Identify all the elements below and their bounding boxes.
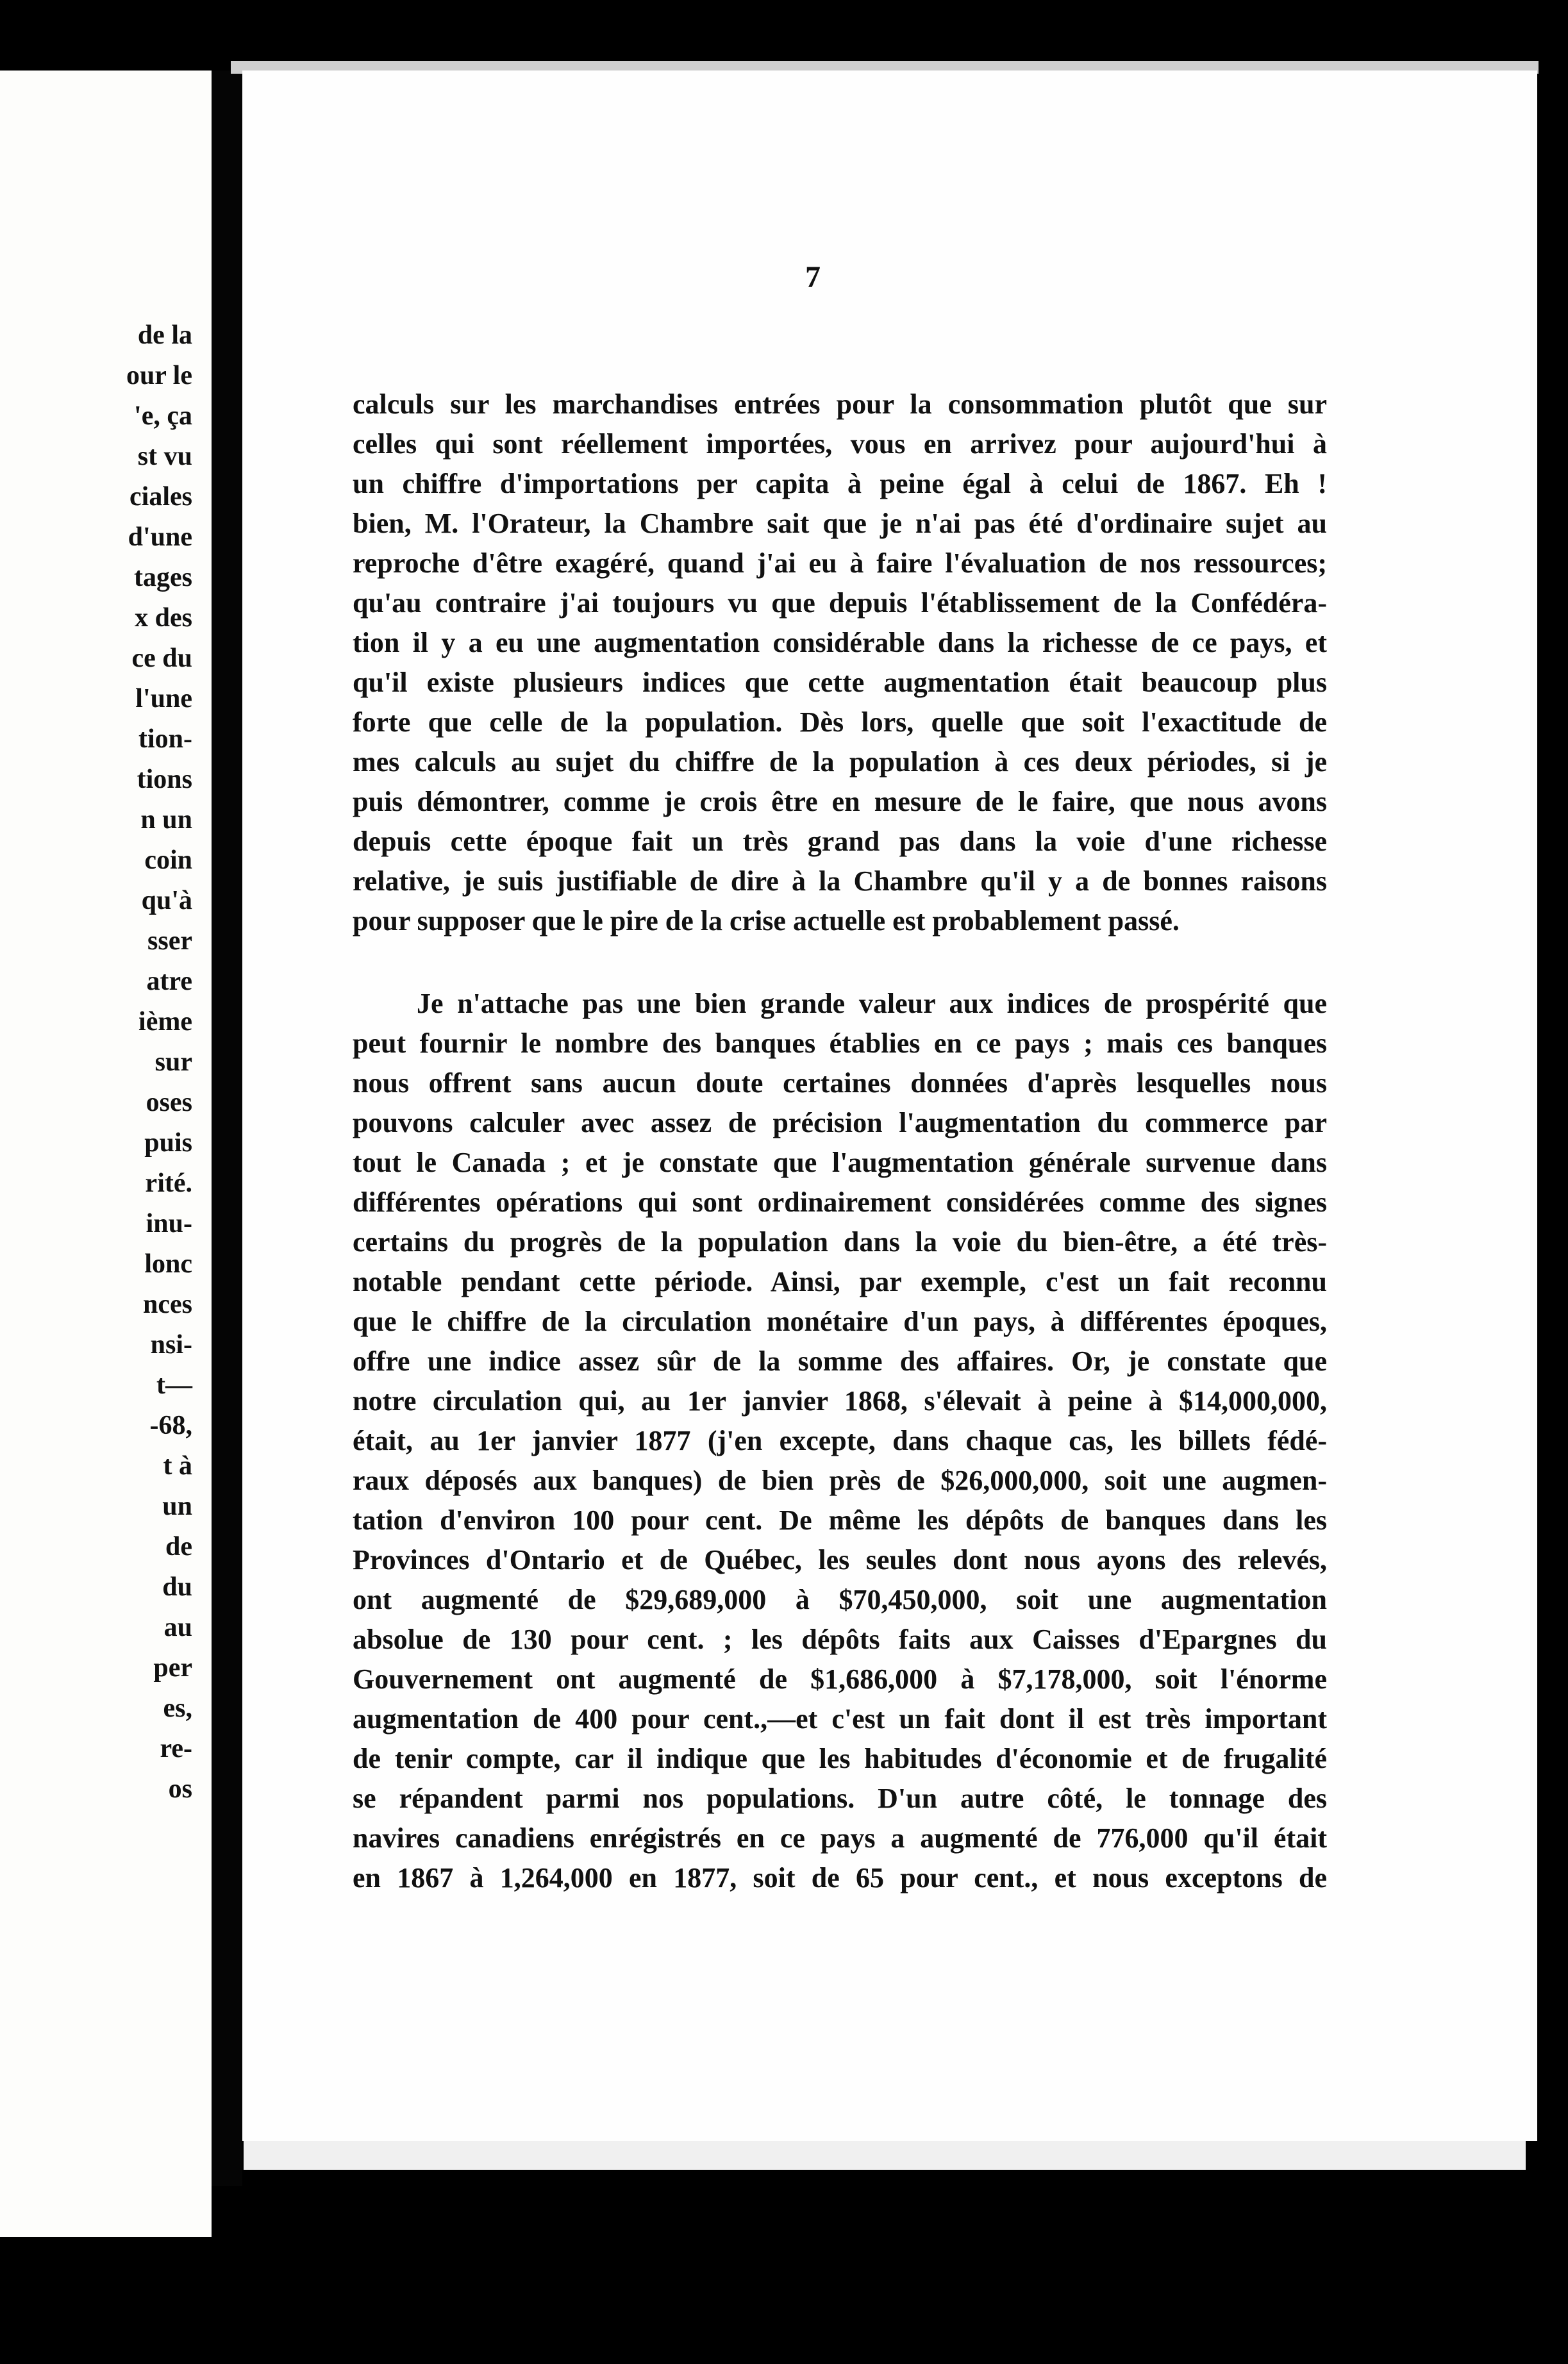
text-line: peut fournir le nombre des banques établies en ce pays ; mais ces banques [353,1028,1327,1059]
left-fragment-line: atre [146,967,192,996]
left-fragment-line: puis [144,1128,192,1158]
text-line: pouvons calculer avec assez de précision l'augmentation du commerce par [353,1107,1327,1138]
text-line: pour supposer que le pire de la crise actuelle est probablement passé. [353,905,1180,936]
left-fragment-line: tion- [138,724,192,754]
paragraph-2 [353,984,1327,1898]
left-fragment-line: t à [163,1451,192,1481]
text-line: raux déposés aux banques) de bien près de $26,000,000, soit une augmen- [353,1465,1327,1496]
page-gutter [212,71,242,2186]
left-fragment-line: re- [160,1734,192,1763]
text-line: reproche d'être exagéré, quand j'ai eu à faire l'évaluation de nos ressources; [353,547,1327,579]
left-fragment-line: x des [135,603,192,633]
text-line: notable pendant cette période. Ainsi, par exemple, c'est un fait reconnu [353,1266,1327,1297]
left-fragment-line: tions [137,765,192,794]
text-line: celles qui sont réellement importées, vous en arrivez pour aujourd'hui à [353,428,1327,460]
left-fragment-line: per [153,1653,192,1683]
left-fragment-line: au [163,1613,192,1642]
left-fragment-line: d'une [128,522,192,552]
left-fragment-line: st vu [137,442,192,471]
left-fragment-line: t— [156,1370,192,1400]
right-page [242,71,1537,2141]
text-line: puis démontrer, comme je crois être en mesure de le faire, que nous avons [353,786,1327,817]
text-line: Provinces d'Ontario et de Québec, les seules dont nous ayons des relevés, [353,1544,1327,1576]
left-fragment-line: os [168,1774,192,1804]
left-fragment-line: inu- [146,1209,192,1238]
left-fragment-line: tages [134,563,192,592]
page-number: 7 [805,260,821,294]
left-fragment-line: un [162,1492,192,1521]
text-line: que le chiffre de la circulation monétaire d'un pays, à différentes époques, [353,1306,1327,1337]
left-fragment-line: qu'à [141,886,192,915]
text-line: tion il y a eu une augmentation considérable dans la richesse de ce pays, et [353,627,1327,658]
left-fragment-line: du [162,1572,192,1602]
text-line: un chiffre d'importations per capita à peine égal à celui de 1867. Eh ! [353,468,1327,499]
left-fragment-line: es, [163,1694,192,1723]
left-page-fragment [0,71,212,2237]
left-fragment-line: sser [147,926,192,956]
text-line: relative, je suis justifiable de dire à la Chambre qu'il y a de bonnes raisons [353,865,1327,897]
text-line: Gouvernement ont augmenté de $1,686,000 à $7,178,000, soit l'énorme [353,1663,1327,1695]
text-line: bien, M. l'Orateur, la Chambre sait que je n'ai pas été d'ordinaire sujet au [353,508,1327,539]
page-bottom-edge [244,2141,1526,2170]
text-line: ont augmenté de $29,689,000 à $70,450,000, soit une augmentation [353,1584,1327,1615]
text-line: de tenir compte, car il indique que les habitudes d'économie et de frugalité [353,1743,1327,1774]
left-fragment-line: ciales [129,482,192,512]
left-fragment-line: 'e, ça [134,401,192,431]
left-page-text [0,315,192,1810]
left-fragment-line: de [165,1532,192,1561]
left-fragment-line: l'une [135,684,192,713]
left-fragment-line: n un [140,805,192,835]
text-line: navires canadiens enrégistrés en ce pays a augmenté de 776,000 qu'il était [353,1822,1327,1854]
text-line: depuis cette époque fait un très grand pas dans la voie d'une richesse [353,826,1327,857]
left-fragment-line: our le [126,361,192,390]
left-fragment-line: sur [154,1047,192,1077]
text-line: qu'au contraire j'ai toujours vu que depuis l'établissement de la Confédéra- [353,587,1327,619]
left-fragment-line: de la [137,320,192,350]
text-line: tout le Canada ; et je constate que l'augmentation générale survenue dans [353,1147,1327,1178]
text-line: tation d'environ 100 pour cent. De même les dépôts de banques dans les [353,1504,1327,1536]
left-fragment-line: nsi- [150,1330,192,1360]
text-line: Je n'attache pas une bien grande valeur aux indices de prospérité que [417,988,1327,1019]
left-fragment-line: rité. [145,1169,192,1198]
text-line: augmentation de 400 pour cent.,—et c'est un fait dont il est très important [353,1703,1327,1735]
text-line: offre une indice assez sûr de la somme des affaires. Or, je constate que [353,1345,1327,1377]
text-line: calculs sur les marchandises entrées pour la consommation plutôt que sur [353,388,1327,420]
text-line: nous offrent sans aucun doute certaines données d'après lesquelles nous [353,1067,1327,1099]
paragraph-1 [353,385,1327,941]
text-line: certains du progrès de la population dans la voie du bien-être, a été très- [353,1226,1327,1258]
left-fragment-line: coin [144,845,192,875]
left-fragment-line: ième [138,1007,192,1036]
left-fragment-line: -68, [149,1411,192,1440]
left-fragment-line: ce du [131,644,192,673]
left-fragment-line: oses [146,1088,192,1117]
text-line: mes calculs au sujet du chiffre de la population à ces deux périodes, si je [353,746,1327,778]
text-line: forte que celle de la population. Dès lors, quelle que soit l'exactitude de [353,706,1327,738]
text-line: absolue de 130 pour cent. ; les dépôts faits aux Caisses d'Epargnes du [353,1624,1327,1655]
text-line: se répandent parmi nos populations. D'un autre côté, le tonnage des [353,1783,1327,1814]
left-fragment-line: lonc [144,1249,192,1279]
text-line: en 1867 à 1,264,000 en 1877, soit de 65 pour cent., et nous exceptons de [353,1862,1327,1894]
text-line: différentes opérations qui sont ordinairement considérées comme des signes [353,1186,1327,1218]
text-line: était, au 1er janvier 1877 (j'en excepte, dans chaque cas, les billets fédé- [353,1425,1327,1456]
text-line: notre circulation qui, au 1er janvier 1868, s'élevait à peine à $14,000,000, [353,1385,1327,1417]
text-line: qu'il existe plusieurs indices que cette augmentation était beaucoup plus [353,667,1327,698]
left-fragment-line: nces [143,1290,192,1319]
